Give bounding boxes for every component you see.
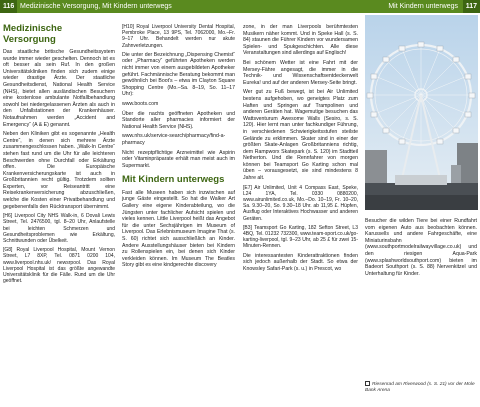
web-link[interactable]: www.nhs.uk/service-search/pharmacy/find-a-pharmacy [122, 133, 226, 146]
ferris-wheel-photo [365, 15, 478, 210]
right-running-title: Mit Kindern unterwegs [388, 3, 458, 10]
listing-entry: [E7] Air Unlimited, Unit 4 Compass East, Speke, L24 1YA, Tel. 0330 0880200, www.airunlimited.co.uk, Mo.–Do. 10–19, Fr. 10–20, Sa. 9.30–20, So. 9.30–18 Uhr. ab 11,95 £. Hüpfen, Ausflug oder Interaktives Hochwasser und anderen Geräten. [243, 184, 358, 222]
caption-text: Riesenrad am Riverwood (s. S. 21) vor der Mole Bank Arena [365, 382, 475, 393]
column-1 [3, 24, 115, 287]
column-3 [243, 24, 358, 275]
page-header [0, 0, 480, 13]
section-heading-medical: Medizinische Versorgung [3, 23, 63, 45]
paragraph: Die interessantesten Kinderattraktionen finden sich jedoch außerhalb der Stadt. So etwa der Knowsley Safari-Park (s. u.) in Prescot, wo [243, 252, 358, 272]
right-page-number: 117 [463, 0, 480, 13]
paragraph: zone, in der man Liverpools berühmtesten Musikern näher kommt. Und in Speke Hall (s. S. 84) staunen die Führer Kindern vor wundersamen Spielen- und Spukgeschichten. Alle diese Veranstaltungen sind allerdings auf Englisch! [243, 24, 358, 57]
column-2 [122, 24, 235, 272]
ferris-wheel-illustration [365, 15, 478, 210]
photo-number-icon [365, 381, 370, 386]
section-heading-children: Mit Kindern unterwegs [122, 174, 225, 186]
listing-entry: [H10] Royal Liverpool University Dental Hospital, Pembroke Place, 13 9PS, Tel. 7062000, Mo.–Fr. 9–17 Uhr. Behandelt werden nur akute Zahnverletzungen. [122, 24, 235, 49]
paragraph: Das staatliche britische Gesundheitssystem wurde immer wieder geschelten. Dennoch ist es oft besser als sein Ruf. In den großen Universitätskliniken finden sich zudem einige wieder drastige Ärzte. Der staatliche Gesundheitsdienst, National Health Service (NHS), bietet allen ausländischen Besuchern eine kostenlose ambulante Notfallbehandlung sowohl bei niedergelassenen Ärzten als auch in den Unfallstationen der Krankenhäuser. Notaufnahmen werden „Accident and Emergency“ (A & E) genannt. [3, 49, 115, 128]
paragraph: Neben den Kliniken gibt es sogenannte „Health Centre“, in denen sich mehrere Ärzte zusammengeschlossen haben. „Walk-In Centre“ stehen fast rund um die Uhr für alle leichteren Beschwerden ohne Durchfall oder Erkältung offen. Die Europäische Krankenversicherungskarte ist auch in Großbritannien recht gültig. Trotzdem sollten Experten, vor Reiseantritt eine Reisekrankenversicherung abzuschließen, welche die Kosten einer Privatbehandlung und gegebenenfalls den Rücktransport übernimmt. [3, 131, 115, 210]
paragraph: Fast alle Museen haben sich inzwischen auf junge Gäste eingestellt. So hat die Walker Art Gallery eine eigene Kinderabteilung, wo die Jüngsten unter fachlicher Aufsicht spielen und vieles kennen. Little Liverpool heißt das Angebot für die unter Sechsjährigen im Museum of Liverpool. Das Erlebnismuseum Imagine That (s. S. 60) richtet sich ausschließlich an Kinder. Andere Ausstellungshäuser bieten bei Kindern zu Rollenspielen ein, bei denen sich Kinder verkleiden können. Im Museum The Beatles Story gibt es eine kindgerechte discovery [122, 189, 235, 269]
listing-entry: [G8] Royal Liverpool Hospital, Mount Vernon Street, L7 8XP, Tel. 0871 0200 104, www.liverpool.nhs.uk/ newsrpool. Das Royal Liverpool Hospital ist das größte angewandte Universitätsklinik für die Fälle. Rund um die Uhr geöffnet. [3, 247, 115, 285]
column-4 [365, 218, 477, 280]
web-link[interactable]: www.boots.com [122, 100, 159, 107]
photo-caption [365, 381, 477, 394]
paragraph: Nicht rezeptpflichtige Arzneimittel wie Aspirin oder Vitaminpräparate erhält man meist auch im Supermarkt. [122, 149, 235, 169]
listing-entry: [B3] Teamsport Go Karting, 182 Sefton Street, L3 4BQ, Tel. 01232 732300, www.team-sport.co.uk/go-karting-liverpool, tgl. 9–23 Uhr, ab 25 £ für zwei 15-Minuten-Rennen. [243, 224, 358, 250]
left-page-number: 116 [0, 0, 17, 13]
paragraph: Wer gut zu Fuß bewegt, ist bei Air Unlimited bestens aufgehoben, wo geneigtes Platz zum Haften und Springen auf Trampolinen und anderen Geräten hat. Wagemutige besuchen das Wattsventurum Awesome Walls (Sesiro, s. S. 120). Hier lernt man unter fachkundiger Führung, in verschiedenen Schwierigkeitsstufen steilste Gelände zu erklimmen. Skater sind in einer der größten Skate-Anlagen Großbritanniens richtig, dem Rampworx Skatepark (s. S. 120) im Stadtteil Netherton. Und die Rennfahrer von morgen können bei Teamsport Go Karting schon mal üben – vorausgesetzt, sie sind mindestens 8 Jahre alt. [243, 89, 358, 182]
paragraph: Die unter der Bezeichnung „Dispensing Chemist“ oder „Pharmacy“ geführten Apotheken werden nicht immer von einem ausgebildeten Apotheker geführt. Fachmännische Beratung bekommt man gewöhnlich bei Boot's – etwa im Clayton Square Shopping Centre (Mo.–Sa. 8–19, So. 11–17 Uhr): [122, 51, 235, 98]
paragraph: Besucher die wilden Tiere bei einer Rundfahrt vom eigenen Auto aus beobachten können. Karussells und andere Fahrgeschäfte, eine Miniaturinsbahn (www.southportmodelrailwayvillage.co.uk) und den riesigen Aqua-Park (www.splashworldsouthport.com) bieten im Badeort Southport (s. S. 88) Nervenkitzel und Unterhaltung für Kinder. [365, 218, 477, 277]
paragraph: Über die nachts geöffneten Apotheken und Standorte aller pharmacies informiert der National Health Service (NHS). [122, 110, 235, 130]
listing-entry: [H6] Liverpool City NHS Walk-in, 6 Dovali Lewis Street, Tel. 2476500, tgl. 8–20 Uhr, Anlaufstelle bei leichten Schmerzen und Gesundheitsproblemen wie Erkältung, Schnittwunden oder Übelkeit. [3, 213, 115, 245]
left-running-title: Medizinische Versorgung, Mit Kindern unterwegs [20, 3, 172, 10]
paragraph: Bei schönem Wetter ist eine Fahrt mit der Mersey-Fähre angesagt, die immer in die Technik- und Wissenschaftsentdeckerwelt Eureka! und auf der anderen Mersey-Seite bringt. [243, 59, 358, 86]
